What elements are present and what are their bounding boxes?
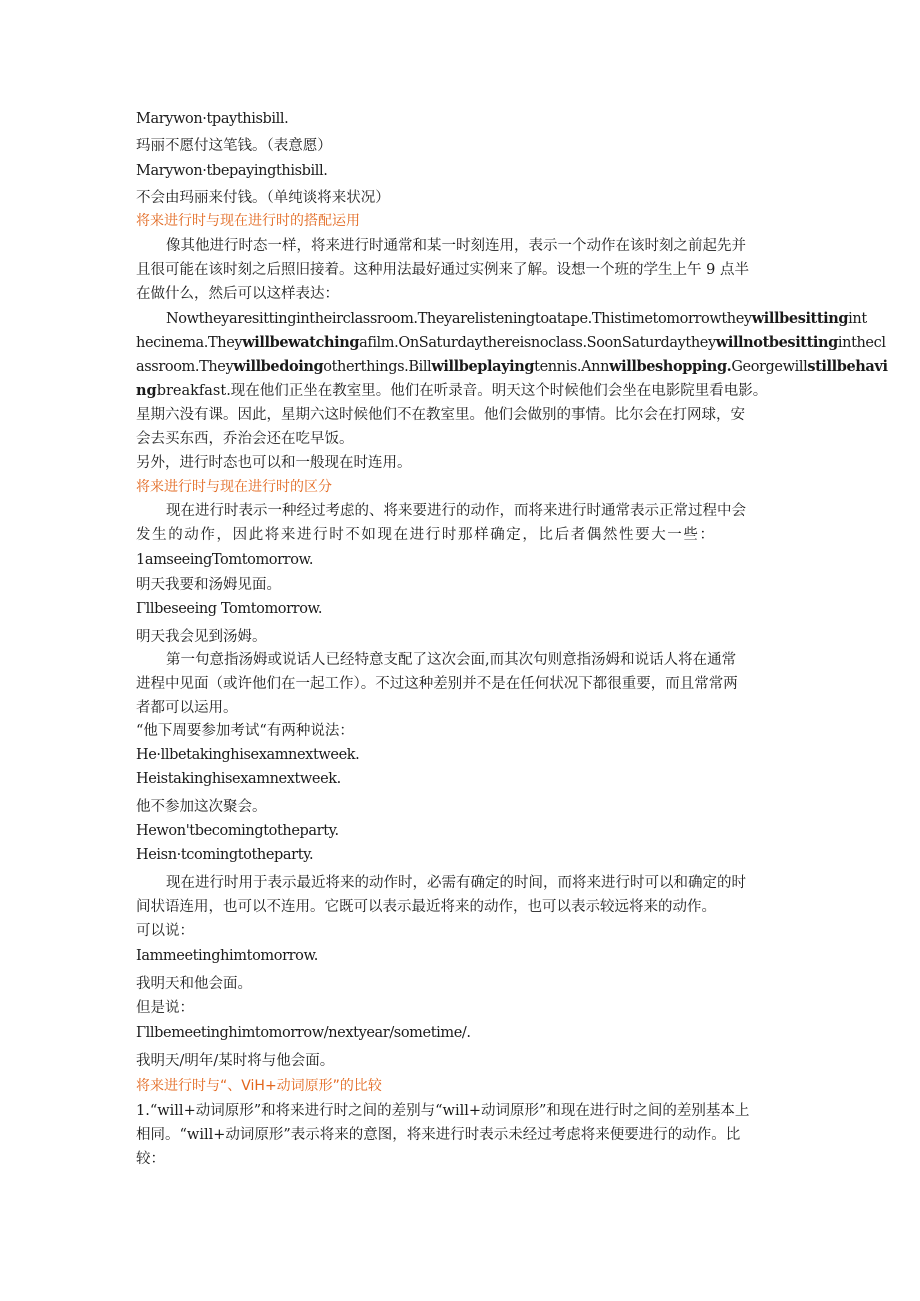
text-run: Nowtheyaresittingintheirclassroom.Theyarelisteningtoatape.Thistimetomorrowthey bbox=[166, 311, 752, 327]
example-sentence: Marywon·tpaythisbill. bbox=[136, 111, 289, 127]
text-run: hecinema.They bbox=[136, 335, 243, 351]
paragraph-line: “他下周要参加考试“有两种说法： bbox=[136, 723, 354, 739]
example-sentence: Iammeetinghimtomorrow. bbox=[136, 948, 318, 964]
example-sentence: Γllbeseeing Tomtomorrow. bbox=[136, 601, 323, 617]
example-sentence: 1amseeingTomtomorrow. bbox=[136, 552, 314, 568]
text-run: afilm.OnSaturdaythereisnoclass.SoonSaturdaythey bbox=[359, 335, 716, 351]
paragraph-line: 像其他进行时态一样，将来进行时通常和某一时刻连用，表示一个动作在该时刻之前起先并 bbox=[166, 238, 746, 254]
paragraph-line: 星期六没有课。因此，星期六这时候他们不在教室里。他们会做别的事情。比尔会在打网球，安 bbox=[136, 407, 745, 423]
text-run: inthecl bbox=[837, 335, 886, 351]
bold-verb: willbeplaying bbox=[431, 358, 535, 375]
translation-line: 明天我会见到汤姆。 bbox=[136, 629, 267, 645]
text-run: assroom.They bbox=[136, 359, 234, 375]
bold-verb: willbesitting bbox=[751, 310, 849, 327]
example-paragraph-line bbox=[136, 381, 796, 401]
example-paragraph-line bbox=[136, 333, 886, 353]
text-run: breakfast.现在他们正坐在教室里。他们在听录音。明天这个时候他们会坐在电影院里看电影。 bbox=[156, 383, 768, 399]
paragraph-line: 相同。“will+动词原形”表示将来的意图，将来进行时表示未经过考虑将来便要进行的动作。比 bbox=[136, 1127, 741, 1143]
translation-line: 他不参加这次聚会。 bbox=[136, 799, 267, 815]
translation-line: 明天我要和汤姆见面。 bbox=[136, 577, 281, 593]
bold-verb: willbeshopping. bbox=[609, 358, 732, 375]
text-run: tennis.Ann bbox=[534, 359, 610, 375]
bold-verb: stillbehavi bbox=[807, 358, 888, 375]
paragraph-line: 者都可以运用。 bbox=[136, 700, 238, 716]
example-sentence: He·llbetakinghisexamnextweek. bbox=[136, 747, 360, 763]
example-sentence: Heistakinghisexamnextweek. bbox=[136, 771, 341, 787]
bold-verb: ng bbox=[136, 382, 157, 399]
paragraph-line: 会去买东西，乔治会还在吃早饭。 bbox=[136, 431, 354, 447]
translation-line: 玛丽不愿付这笔钱。（表意愿） bbox=[136, 138, 332, 154]
paragraph-line: 现在进行时用于表示最近将来的动作时，必需有确定的时间，而将来进行时可以和确定的时 bbox=[166, 875, 746, 891]
translation-line: 我明天和他会面。 bbox=[136, 976, 252, 992]
example-paragraph-line bbox=[136, 357, 888, 377]
paragraph-line: 另外，进行时态也可以和一般现在时连用。 bbox=[136, 455, 412, 471]
example-sentence: Hewon'tbecomingtotheparty. bbox=[136, 823, 339, 839]
bold-verb: willnotbesitting bbox=[715, 334, 838, 351]
example-sentence: Γllbemeetinghimtomorrow/nextyear/sometime/. bbox=[136, 1025, 471, 1041]
section-heading: 将来进行时与现在进行时的区分 bbox=[136, 479, 332, 495]
section-heading: 将来进行时与现在进行时的搭配运用 bbox=[136, 213, 360, 229]
example-paragraph-line bbox=[166, 309, 867, 329]
paragraph-line: 但是说： bbox=[136, 1000, 194, 1016]
paragraph-line: 1.“will+动词原形”和将来进行时之间的差别与“will+动词原形”和现在进行时之间的差别基本上 bbox=[136, 1103, 750, 1119]
paragraph-line: 进程中见面（或许他们在一起工作）。不过这种差别并不是在任何状况下都很重要，而且常常两 bbox=[136, 676, 738, 692]
translation-line: 不会由玛丽来付钱。（单纯谈将来状况） bbox=[136, 190, 390, 206]
text-run: Georgewill bbox=[731, 359, 808, 375]
paragraph-line: 在做什么，然后可以这样表达： bbox=[136, 286, 339, 302]
paragraph-line: 发生的动作，因此将来进行时不如现在进行时那样确定，比后者偶然性要大一些： bbox=[136, 527, 716, 543]
paragraph-line: 较： bbox=[136, 1151, 165, 1167]
example-sentence: Heisn·tcomingtotheparty. bbox=[136, 847, 314, 863]
bold-verb: willbedoing bbox=[233, 358, 324, 375]
paragraph-line: 且很可能在该时刻之后照旧接着。这种用法最好通过实例来了解。设想一个班的学生上午 9 点半 bbox=[136, 262, 749, 278]
bold-verb: willbewatching bbox=[242, 334, 360, 351]
section-heading: 将来进行时与“、ViH+动词原形”的比较 bbox=[136, 1078, 382, 1094]
translation-line: 我明天/明年/某时将与他会面。 bbox=[136, 1053, 335, 1069]
example-sentence: Marywon·tbepayingthisbill. bbox=[136, 163, 328, 179]
paragraph-line: 间状语连用，也可以不连用。它既可以表示最近将来的动作，也可以表示较远将来的动作。 bbox=[136, 899, 716, 915]
text-run: int bbox=[848, 311, 867, 327]
paragraph-line: 现在进行时表示一种经过考虑的、将来要进行的动作，而将来进行时通常表示正常过程中会 bbox=[166, 503, 746, 519]
paragraph-line: 第一句意指汤姆或说话人已经特意支配了这次会面,而其次句则意指汤姆和说话人将在通常 bbox=[166, 652, 737, 668]
text-run: otherthings.Bill bbox=[323, 359, 432, 375]
paragraph-line: 可以说： bbox=[136, 923, 194, 939]
